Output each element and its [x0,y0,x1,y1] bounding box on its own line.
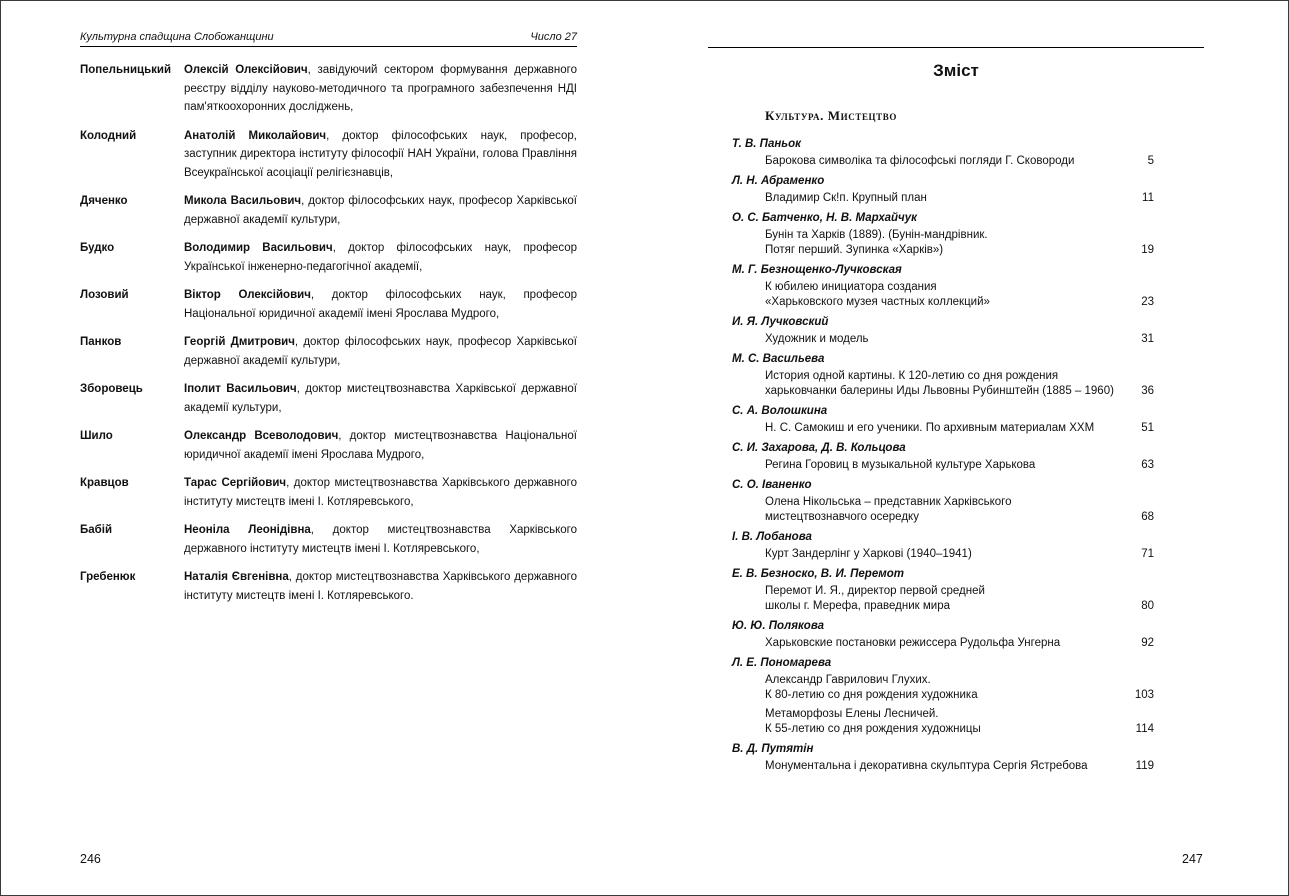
author-entry [80,333,577,370]
toc-author: О. С. Батченко, Н. В. Мархайчук [732,212,917,224]
author-surname: Кравцов [80,477,129,489]
author-list [80,61,577,615]
toc-author: С. И. Захарова, Д. В. Кольцова [732,442,906,454]
author-affiliation: , доктор мистецтвознавства Харківського державного інституту мистецтв імені І. Котляревського, [184,524,577,555]
toc-author: І. В. Лобанова [732,531,812,543]
author-surname: Колодний [80,129,137,142]
article-page-number: 51 [1141,422,1154,434]
toc-article[interactable] [732,369,1158,399]
author-entry [80,380,577,417]
author-surname: Панков [80,336,122,348]
article-page-number: 119 [1135,760,1154,772]
author-description [184,192,577,229]
article-title-line: Бунін та Харків (1889). (Бунін-мандрівник. [765,229,988,241]
author-entry [80,192,577,229]
article-title-line: Метаморфозы Елены Лесничей. [765,708,939,720]
page-number-right: 247 [1182,852,1203,866]
author-affiliation: , доктор мистецтвознавства Національної юридичної академії імені Ярослава Мудрого, [184,430,578,461]
toc-author: Т. В. Паньок [732,138,801,150]
article-page-number: 63 [1141,459,1154,471]
page-number-left: 246 [80,852,101,866]
article-title-line: Художник и модель [765,333,869,345]
article-title-line: Регина Горовиц в музыкальной культуре Харькова [765,459,1036,471]
author-surname: Дяченко [80,195,128,207]
toc-entry [732,404,1158,436]
author-description [184,427,577,464]
toc-author: Е. В. Безноско, В. И. Перемот [732,568,904,580]
toc-article[interactable] [732,673,1158,703]
toc-entry [732,742,1158,774]
toc-entry [732,211,1158,258]
author-surname: Шило [80,430,113,442]
article-title-line: Олена Нікольська – представник Харківського [765,496,1012,508]
article-title-line: История одной картины. К 120-летию со дня рождения [765,370,1059,382]
author-entry [80,127,577,183]
toc-article[interactable] [732,495,1158,525]
article-title-line: Курт Зандерлінг у Харкові (1940–1941) [765,548,972,560]
toc-article[interactable] [732,458,1158,473]
article-title-line: харьковчанки балерины Иды Львовны Рубинштейн (1885 – 1960) [765,385,1114,397]
toc-article[interactable] [732,759,1158,774]
author-description [184,61,577,117]
toc-author: М. С. Васильева [732,353,825,365]
toc-article[interactable] [732,228,1158,258]
author-affiliation: , доктор мистецтвознавства Харківської державної академії культури, [184,383,577,414]
toc-entry [732,441,1158,473]
article-page-number: 36 [1141,385,1154,397]
toc-entry [732,174,1158,206]
author-affiliation: , доктор мистецтвознавства Харківського державного інституту мистецтв імені І. Котляревського, [184,477,578,508]
toc-author: Ю. Ю. Полякова [732,620,825,632]
toc-author: С. А. Волошкина [732,405,828,417]
author-full-name: Наталія Євгенівна [184,571,289,583]
author-surname: Попельницький [80,64,172,76]
author-full-name: Микола Васильович [184,195,302,207]
author-description [184,380,577,417]
author-surname: Будко [80,242,115,254]
article-title-line: Перемот И. Я., директор первой средней [765,585,985,597]
toc-author: И. Я. Лучковский [732,316,829,328]
article-title-line: «Харьковского музея частных коллекций» [765,296,990,308]
author-description [184,333,577,370]
author-full-name: Віктор Олексійович [184,289,311,301]
author-affiliation: , доктор філософських наук, професор Української інженерно-педагогічної академії, [184,242,578,273]
author-description [184,568,577,605]
toc-author: М. Г. Безнощенко-Лучковская [732,264,902,276]
table-of-contents [732,137,1158,779]
toc-article[interactable] [732,707,1158,737]
author-full-name: Олексій Олексійович [184,64,308,76]
article-page-number: 92 [1141,637,1154,649]
article-title-line: Потяг перший. Зупинка «Харків») [765,244,944,256]
author-affiliation: , доктор мистецтвознавства Харківського державного інституту мистецтв імені І. Котляревського. [184,571,578,602]
author-surname: Бабій [80,524,113,536]
toc-article[interactable] [732,636,1158,651]
toc-article[interactable] [732,332,1158,347]
article-page-number: 19 [1141,244,1154,256]
toc-title: Зміст [933,61,979,80]
toc-entry [732,567,1158,614]
toc-article[interactable] [732,154,1158,169]
toc-entry [732,137,1158,169]
author-full-name: Анатолій Миколайович [184,129,327,142]
article-title-line: К 55-летию со дня рождения художницы [765,723,981,735]
article-page-number: 31 [1141,333,1154,345]
author-entry [80,239,577,276]
author-affiliation: , завідуючий сектором формування державного реєстру відділу науково-методичного та програмного забезпечення НДІ пам'яткоохоронних досліджень, [184,64,577,113]
toc-article[interactable] [732,280,1158,310]
toc-entry [732,530,1158,562]
author-description [184,127,577,183]
author-entry [80,286,577,323]
toc-entry [732,315,1158,347]
author-description [184,521,577,558]
author-full-name: Тарас Сергійович [184,477,287,489]
article-page-number: 68 [1141,511,1154,523]
toc-author: С. О. Іваненко [732,479,812,491]
author-entry [80,474,577,511]
author-surname: Гребенюк [80,571,136,583]
author-entry [80,568,577,605]
toc-entry [732,619,1158,651]
article-page-number: 5 [1147,155,1154,167]
article-title-line: К 80-летию со дня рождения художника [765,689,978,701]
article-page-number: 23 [1141,296,1154,308]
toc-article[interactable] [732,584,1158,614]
section-heading: Культура. Мистецтво [765,108,897,123]
article-title-line: Харьковские постановки режиссера Рудольфа Унгерна [765,637,1061,649]
article-page-number: 114 [1135,723,1154,735]
author-surname: Лозовий [80,289,129,301]
running-header [80,31,577,47]
article-title-line: Н. С. Самокиш и его ученики. По архивным материалам ХХМ [765,422,1095,434]
article-page-number: 11 [1142,192,1154,204]
article-title-line: Александр Гаврилович Глухих. [765,674,931,686]
issue-number: Число 27 [530,31,577,43]
toc-entry [732,656,1158,737]
journal-title: Культурна спадщина Слобожанщини [80,31,274,43]
author-entry [80,427,577,464]
author-description [184,474,577,511]
toc-article[interactable] [732,547,1158,562]
toc-author: Л. Н. Абраменко [732,175,825,187]
author-full-name: Іполит Васильович [184,383,297,395]
toc-article[interactable] [732,421,1158,436]
toc-author: В. Д. Путятін [732,743,814,755]
article-page-number: 103 [1134,689,1154,701]
article-title-line: К юбилею инициатора создания [765,281,937,293]
author-full-name: Олександр Всеволодович [184,430,339,442]
toc-entry [732,263,1158,310]
author-full-name: Володимир Васильович [184,242,333,254]
author-description [184,286,577,323]
author-full-name: Неоніла Леонідівна [184,524,311,536]
article-title-line: Владимир Ск!п. Крупный план [765,192,927,204]
article-title-line: Монументальна і декоративна скульптура Сергія Ястребова [765,760,1088,772]
toc-entry [732,478,1158,525]
author-description [184,239,577,276]
author-affiliation: , доктор філософських наук, професор Харківської державної академії культури, [184,195,577,226]
header-rule [708,47,1204,48]
author-affiliation: , доктор філософських наук, професор Національної юридичної академії імені Ярослава Мудрого, [184,289,578,320]
author-full-name: Георгій Дмитрович [184,336,295,348]
article-page-number: 71 [1141,548,1154,560]
toc-article[interactable] [732,191,1158,206]
toc-author: Л. Е. Пономарева [732,657,832,669]
article-title-line: Барокова символіка та філософські погляди Г. Сковороди [765,155,1075,167]
article-title-line: мистецтвознавчого осередку [765,511,919,523]
article-page-number: 80 [1141,600,1154,612]
author-surname: Зборовець [80,383,143,395]
author-affiliation: , доктор філософських наук, професор Харківської державної академії культури, [184,336,577,367]
author-entry [80,61,577,117]
author-entry [80,521,577,558]
toc-entry [732,352,1158,399]
author-affiliation: , доктор філософських наук, професор, заступник директора інституту філософії НАН України, голова Правління Всеукраїнської асоціації релігієзнавців, [184,129,578,179]
article-title-line: школы г. Мерефа, праведник мира [765,600,950,612]
